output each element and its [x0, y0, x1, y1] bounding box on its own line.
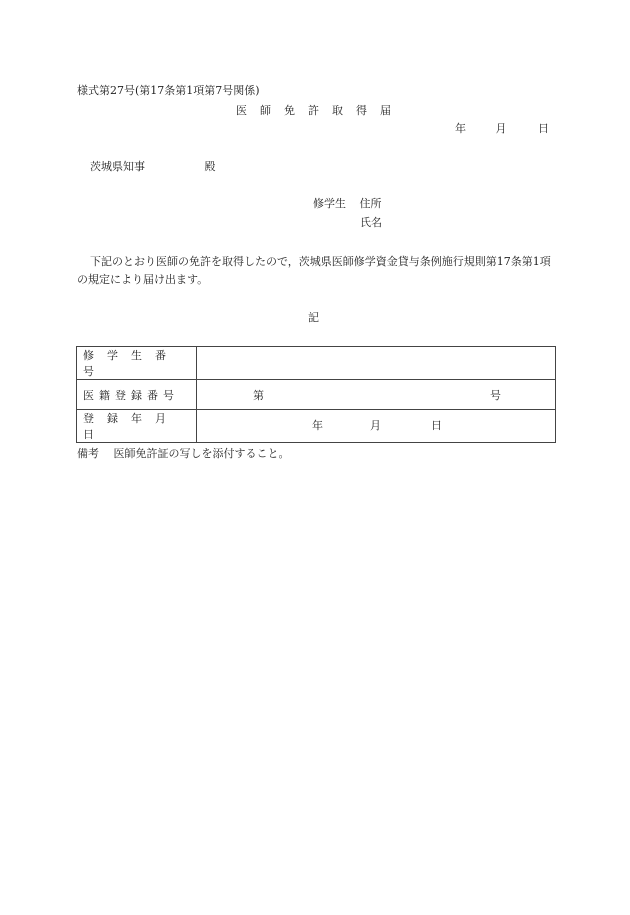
- table-row: [77, 410, 556, 443]
- date-month: 月: [495, 122, 507, 135]
- applicant-address-line: [313, 197, 382, 211]
- body-text: 下記のとおり医師の免許を取得したので，茨城県医師修学資金貸与条例施行規則第17条第1項の規定により届け出ます。: [77, 255, 551, 286]
- form-reference: 様式第27号(第17条第1項第7号関係): [77, 84, 260, 97]
- addressee-honorific: 殿: [204, 160, 216, 173]
- document-title: 医師免許取得届: [236, 104, 404, 117]
- medical-registry-number-label: 医籍登録番号: [77, 380, 197, 410]
- addressee-name: 茨城県知事: [90, 160, 145, 173]
- registration-month: 月: [370, 419, 381, 432]
- remarks: [77, 447, 290, 461]
- address-label: 住所: [359, 197, 382, 210]
- remarks-text: 医師免許証の写しを添付すること。: [113, 447, 290, 460]
- student-number-field[interactable]: [197, 347, 556, 380]
- date-line: [455, 122, 549, 136]
- registry-prefix: 第: [253, 389, 264, 402]
- registration-year: 年: [312, 419, 323, 432]
- applicant-role: 修学生: [313, 197, 346, 210]
- table-row: [77, 347, 556, 380]
- name-label: 氏名: [360, 216, 382, 229]
- registration-date-label: 登録年月日: [77, 410, 197, 443]
- table-row: [77, 380, 556, 410]
- addressee: [90, 160, 216, 174]
- student-number-label: 修学生番号: [77, 347, 197, 380]
- medical-registry-number-field[interactable]: [197, 380, 556, 410]
- date-day: 日: [538, 122, 549, 135]
- registration-day: 日: [431, 419, 442, 432]
- registration-date-field[interactable]: [197, 410, 556, 443]
- record-table: [76, 346, 556, 443]
- date-year: 年: [455, 122, 466, 135]
- record-heading: 記: [308, 311, 319, 324]
- registry-suffix: 号: [490, 389, 501, 402]
- remarks-label: 備考: [77, 447, 99, 460]
